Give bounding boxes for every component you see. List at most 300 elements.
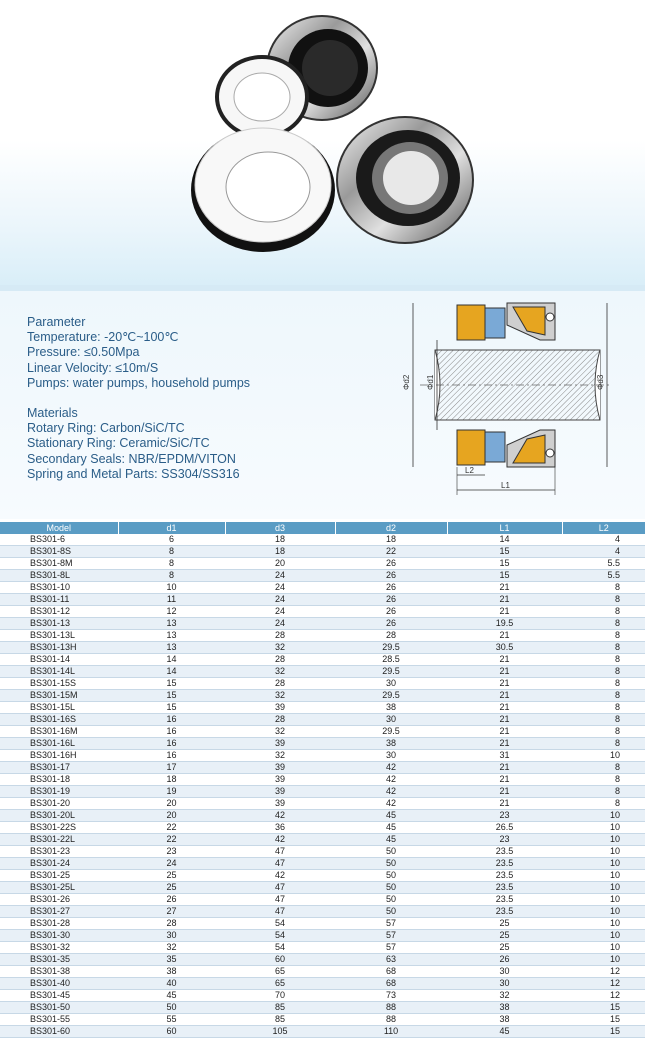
table-cell: 50 (335, 870, 447, 882)
table-cell: 47 (225, 882, 335, 894)
table-cell: 26 (335, 618, 447, 630)
table-cell: 6 (118, 534, 225, 546)
table-row (0, 774, 645, 786)
table-cell: BS301-26 (0, 894, 118, 906)
table-row (0, 582, 645, 594)
table-cell: 38 (335, 702, 447, 714)
table-cell: 10 (562, 858, 645, 870)
materials-line: Stationary Ring: Ceramic/SiC/TC (27, 436, 210, 451)
table-row (0, 762, 645, 774)
table-row (0, 618, 645, 630)
table-cell: 12 (562, 978, 645, 990)
table-cell: BS301-16H (0, 750, 118, 762)
table-cell: 8 (562, 774, 645, 786)
table-cell: 14 (118, 654, 225, 666)
diagram-label-d2: Φd2 (402, 374, 411, 390)
table-cell: BS301-27 (0, 906, 118, 918)
table-cell: 30 (335, 750, 447, 762)
table-cell: BS301-28 (0, 918, 118, 930)
table-cell: 47 (225, 894, 335, 906)
table-cell: 32 (225, 642, 335, 654)
table-cell: 21 (447, 630, 562, 642)
table-cell: 21 (447, 582, 562, 594)
table-cell: 35 (118, 954, 225, 966)
table-cell: 54 (225, 942, 335, 954)
column-header: L2 (562, 522, 645, 534)
materials-block (27, 406, 240, 482)
table-cell: BS301-35 (0, 954, 118, 966)
table-cell: 54 (225, 930, 335, 942)
table-cell: BS301-40 (0, 978, 118, 990)
table-cell: 18 (335, 534, 447, 546)
diagram-label-d1: Φd1 (426, 374, 435, 390)
table-row (0, 630, 645, 642)
table-cell: BS301-17 (0, 762, 118, 774)
table-cell: 8 (118, 570, 225, 582)
table-cell: 40 (118, 978, 225, 990)
table-cell: 10 (562, 834, 645, 846)
table-cell: 20 (225, 558, 335, 570)
table-cell: 30 (118, 930, 225, 942)
table-cell: 10 (562, 918, 645, 930)
diagram-label-l1: L1 (501, 481, 510, 490)
materials-heading: Materials (27, 406, 78, 420)
table-cell: 28 (335, 630, 447, 642)
seal-cross-section-diagram (395, 295, 625, 505)
table-cell: BS301-16S (0, 714, 118, 726)
table-row (0, 810, 645, 822)
materials-line: Secondary Seals: NBR/EPDM/VITON (27, 451, 236, 466)
table-cell: 47 (225, 846, 335, 858)
table-cell: 24 (225, 618, 335, 630)
table-cell: 38 (447, 1002, 562, 1014)
table-cell: 10 (562, 882, 645, 894)
table-cell: BS301-19 (0, 786, 118, 798)
table-cell: 15 (562, 1014, 645, 1026)
table-cell: BS301-55 (0, 1014, 118, 1026)
table-cell: BS301-45 (0, 990, 118, 1002)
table-cell: BS301-25 (0, 870, 118, 882)
table-cell: 23.5 (447, 894, 562, 906)
table-cell: 8 (562, 714, 645, 726)
table-row (0, 594, 645, 606)
table-cell: 21 (447, 594, 562, 606)
table-cell: 8 (562, 678, 645, 690)
column-header: L1 (447, 522, 562, 534)
table-row (0, 702, 645, 714)
table-cell: 22 (118, 822, 225, 834)
parameter-line: Pressure: ≤0.50Mpa (27, 345, 140, 360)
table-cell: 39 (225, 738, 335, 750)
table-row (0, 570, 645, 582)
table-cell: 8 (562, 786, 645, 798)
table-row (0, 918, 645, 930)
table-cell: 45 (335, 834, 447, 846)
table-cell: BS301-20L (0, 810, 118, 822)
table-cell: 42 (335, 786, 447, 798)
table-cell: BS301-8S (0, 546, 118, 558)
table-cell: 24 (225, 594, 335, 606)
table-cell: 28.5 (335, 654, 447, 666)
table-row (0, 846, 645, 858)
materials-line: Rotary Ring: Carbon/SiC/TC (27, 421, 185, 436)
table-cell: 60 (118, 1026, 225, 1038)
table-cell: BS301-8M (0, 558, 118, 570)
table-cell: 88 (335, 1002, 447, 1014)
table-cell: 39 (225, 702, 335, 714)
table-row (0, 750, 645, 762)
table-cell: 11 (118, 594, 225, 606)
table-cell: BS301-8L (0, 570, 118, 582)
table-cell: 50 (335, 858, 447, 870)
table-cell: 27 (118, 906, 225, 918)
table-cell: BS301-60 (0, 1026, 118, 1038)
table-cell: 60 (225, 954, 335, 966)
table-cell: BS301-15S (0, 678, 118, 690)
table-cell: 55 (118, 1014, 225, 1026)
table-cell: BS301-16L (0, 738, 118, 750)
parameter-line: Pumps: water pumps, household pumps (27, 375, 251, 390)
table-cell: 21 (447, 786, 562, 798)
table-cell: 12 (118, 606, 225, 618)
table-cell: 38 (335, 738, 447, 750)
table-cell: 16 (118, 750, 225, 762)
table-cell: 29.5 (335, 642, 447, 654)
table-cell: 110 (335, 1026, 447, 1038)
table-cell: 22 (335, 546, 447, 558)
table-cell: 68 (335, 978, 447, 990)
table-cell: 45 (118, 990, 225, 1002)
table-cell: 23 (447, 810, 562, 822)
table-cell: 42 (335, 798, 447, 810)
table-cell: 26 (447, 954, 562, 966)
table-cell: 22 (118, 834, 225, 846)
table-cell: 20 (118, 798, 225, 810)
table-cell: 26 (335, 606, 447, 618)
table-cell: 28 (225, 630, 335, 642)
table-cell: 28 (225, 678, 335, 690)
table-row (0, 990, 645, 1002)
table-cell: BS301-15M (0, 690, 118, 702)
table-cell: 10 (562, 822, 645, 834)
table-cell: 57 (335, 930, 447, 942)
table-cell: 8 (562, 582, 645, 594)
table-cell: 21 (447, 690, 562, 702)
table-row (0, 870, 645, 882)
table-cell: 25 (118, 882, 225, 894)
table-cell: 16 (118, 714, 225, 726)
table-cell: BS301-22L (0, 834, 118, 846)
table-cell: 85 (225, 1014, 335, 1026)
seal-rings-image (0, 0, 645, 285)
table-cell: 20 (118, 810, 225, 822)
table-cell: 8 (562, 654, 645, 666)
table-cell: BS301-12 (0, 606, 118, 618)
table-cell: BS301-10 (0, 582, 118, 594)
parameter-heading: Parameter (27, 315, 86, 329)
table-cell: 10 (562, 846, 645, 858)
table-cell: 10 (562, 810, 645, 822)
table-cell: 42 (225, 834, 335, 846)
table-row (0, 954, 645, 966)
table-cell: 29.5 (335, 666, 447, 678)
table-cell: 70 (225, 990, 335, 1002)
table-cell: 18 (118, 774, 225, 786)
table-cell: 38 (118, 966, 225, 978)
table-cell: 14 (118, 666, 225, 678)
parameter-line: Linear Velocity: ≤10m/S (27, 360, 159, 375)
table-cell: 8 (562, 606, 645, 618)
table-cell: 31 (447, 750, 562, 762)
table-cell: 14 (447, 534, 562, 546)
table-cell: 15 (118, 678, 225, 690)
table-cell: 15 (118, 702, 225, 714)
table-cell: 10 (562, 750, 645, 762)
table-cell: 18 (225, 546, 335, 558)
table-cell: 39 (225, 786, 335, 798)
table-cell: 12 (562, 966, 645, 978)
table-cell: 13 (118, 618, 225, 630)
table-cell: 10 (562, 870, 645, 882)
table-cell: 23.5 (447, 858, 562, 870)
diagram-label-l2: L2 (465, 466, 474, 475)
table-cell: 21 (447, 738, 562, 750)
diagram-label-d3: Φd3 (596, 374, 605, 390)
table-cell: 21 (447, 774, 562, 786)
table-cell: 5.5 (562, 558, 645, 570)
table-cell: BS301-23 (0, 846, 118, 858)
table-row (0, 834, 645, 846)
table-cell: 30 (335, 714, 447, 726)
table-cell: 28 (118, 918, 225, 930)
table-cell: 23 (447, 834, 562, 846)
table-cell: 8 (562, 594, 645, 606)
column-header: d2 (335, 522, 447, 534)
table-cell: 50 (335, 894, 447, 906)
table-cell: 29.5 (335, 726, 447, 738)
table-cell: 26.5 (447, 822, 562, 834)
table-cell: 15 (447, 570, 562, 582)
table-cell: BS301-20 (0, 798, 118, 810)
table-row (0, 894, 645, 906)
table-cell: 25 (447, 942, 562, 954)
table-cell: 21 (447, 762, 562, 774)
table-cell: 19 (118, 786, 225, 798)
table-row (0, 1026, 645, 1038)
table-cell: 39 (225, 798, 335, 810)
table-cell: 32 (225, 666, 335, 678)
table-cell: 57 (335, 918, 447, 930)
table-cell: 50 (335, 846, 447, 858)
table-cell: BS301-18 (0, 774, 118, 786)
table-cell: 21 (447, 798, 562, 810)
table-cell: 8 (562, 630, 645, 642)
table-cell: 12 (562, 990, 645, 1002)
table-cell: 8 (562, 642, 645, 654)
table-cell: 26 (335, 570, 447, 582)
table-row (0, 966, 645, 978)
table-cell: 26 (335, 582, 447, 594)
table-cell: 85 (225, 1002, 335, 1014)
table-row (0, 558, 645, 570)
table-header-row (0, 522, 645, 534)
table-cell: BS301-13 (0, 618, 118, 630)
table-cell: 30 (447, 978, 562, 990)
table-cell: 47 (225, 906, 335, 918)
table-cell: 16 (118, 726, 225, 738)
table-row (0, 678, 645, 690)
specification-table (0, 522, 645, 1038)
table-cell: BS301-32 (0, 942, 118, 954)
table-cell: 25 (447, 930, 562, 942)
table-cell: 21 (447, 702, 562, 714)
table-cell: 4 (562, 534, 645, 546)
table-cell: 13 (118, 642, 225, 654)
table-cell: 39 (225, 762, 335, 774)
table-cell: BS301-24 (0, 858, 118, 870)
table-row (0, 906, 645, 918)
table-cell: 10 (562, 942, 645, 954)
table-cell: 17 (118, 762, 225, 774)
table-cell: 32 (225, 750, 335, 762)
table-row (0, 546, 645, 558)
table-cell: 65 (225, 978, 335, 990)
table-row (0, 942, 645, 954)
table-row (0, 1014, 645, 1026)
table-cell: 21 (447, 666, 562, 678)
table-cell: 32 (118, 942, 225, 954)
table-cell: 10 (562, 930, 645, 942)
product-photo (0, 0, 645, 285)
table-cell: 45 (335, 810, 447, 822)
table-cell: 8 (562, 702, 645, 714)
table-cell: 42 (335, 762, 447, 774)
table-cell: 32 (225, 726, 335, 738)
table-cell: BS301-25L (0, 882, 118, 894)
table-cell: 8 (562, 618, 645, 630)
table-row (0, 534, 645, 546)
table-row (0, 822, 645, 834)
table-row (0, 654, 645, 666)
table-cell: BS301-30 (0, 930, 118, 942)
table-cell: 39 (225, 774, 335, 786)
table-cell: 42 (335, 774, 447, 786)
table-cell: 13 (118, 630, 225, 642)
table-cell: 21 (447, 726, 562, 738)
table-cell: 29.5 (335, 690, 447, 702)
table-cell: 36 (225, 822, 335, 834)
table-cell: 23.5 (447, 882, 562, 894)
table-cell: 30 (335, 678, 447, 690)
table-cell: 4 (562, 546, 645, 558)
parameter-block (27, 315, 250, 391)
table-cell: 28 (225, 714, 335, 726)
column-header: Model (0, 522, 118, 534)
table-cell: BS301-14 (0, 654, 118, 666)
table-cell: 26 (118, 894, 225, 906)
table-cell: 21 (447, 714, 562, 726)
table-cell: 8 (562, 666, 645, 678)
table-cell: 21 (447, 654, 562, 666)
table-row (0, 666, 645, 678)
table-cell: 25 (118, 870, 225, 882)
table-cell: 68 (335, 966, 447, 978)
table-cell: BS301-15L (0, 702, 118, 714)
table-cell: BS301-50 (0, 1002, 118, 1014)
table-cell: BS301-16M (0, 726, 118, 738)
table-cell: 26 (335, 594, 447, 606)
table-cell: 8 (562, 726, 645, 738)
table-row (0, 642, 645, 654)
table-cell: 47 (225, 858, 335, 870)
table-cell: 15 (118, 690, 225, 702)
table-cell: 8 (118, 558, 225, 570)
table-row (0, 786, 645, 798)
parameter-line: Temperature: -20℃~100℃ (27, 330, 179, 345)
table-cell: 19.5 (447, 618, 562, 630)
table-cell: 45 (335, 822, 447, 834)
table-cell: 10 (562, 906, 645, 918)
table-row (0, 978, 645, 990)
table-cell: 50 (335, 882, 447, 894)
table-cell: 23.5 (447, 906, 562, 918)
table-cell: 63 (335, 954, 447, 966)
table-cell: 57 (335, 942, 447, 954)
table-cell: 10 (562, 894, 645, 906)
table-cell: 32 (447, 990, 562, 1002)
table-cell: 8 (118, 546, 225, 558)
table-cell: 45 (447, 1026, 562, 1038)
table-cell: 15 (447, 546, 562, 558)
table-row (0, 1002, 645, 1014)
table-cell: BS301-38 (0, 966, 118, 978)
table-cell: 10 (562, 954, 645, 966)
table-cell: 21 (447, 606, 562, 618)
table-row (0, 738, 645, 750)
table-cell: 18 (225, 534, 335, 546)
table-cell: 8 (562, 738, 645, 750)
table-cell: 30 (447, 966, 562, 978)
table-cell: BS301-22S (0, 822, 118, 834)
table-cell: BS301-14L (0, 666, 118, 678)
table-cell: 42 (225, 810, 335, 822)
table-cell: 24 (225, 606, 335, 618)
table-cell: 42 (225, 870, 335, 882)
column-header: d3 (225, 522, 335, 534)
table-cell: 15 (562, 1002, 645, 1014)
table-cell: 8 (562, 798, 645, 810)
table-cell: BS301-13L (0, 630, 118, 642)
table-cell: 15 (562, 1026, 645, 1038)
table-row (0, 606, 645, 618)
table-cell: 23.5 (447, 846, 562, 858)
table-cell: 50 (335, 906, 447, 918)
table-row (0, 882, 645, 894)
table-cell: 23 (118, 846, 225, 858)
table-cell: 15 (447, 558, 562, 570)
table-cell: 8 (562, 690, 645, 702)
table-cell: 38 (447, 1014, 562, 1026)
table-cell: 16 (118, 738, 225, 750)
table-cell: 5.5 (562, 570, 645, 582)
table-row (0, 798, 645, 810)
table-cell: 25 (447, 918, 562, 930)
table-row (0, 858, 645, 870)
table-cell: 26 (335, 558, 447, 570)
table-cell: 8 (562, 762, 645, 774)
table-cell: BS301-11 (0, 594, 118, 606)
table-cell: 73 (335, 990, 447, 1002)
